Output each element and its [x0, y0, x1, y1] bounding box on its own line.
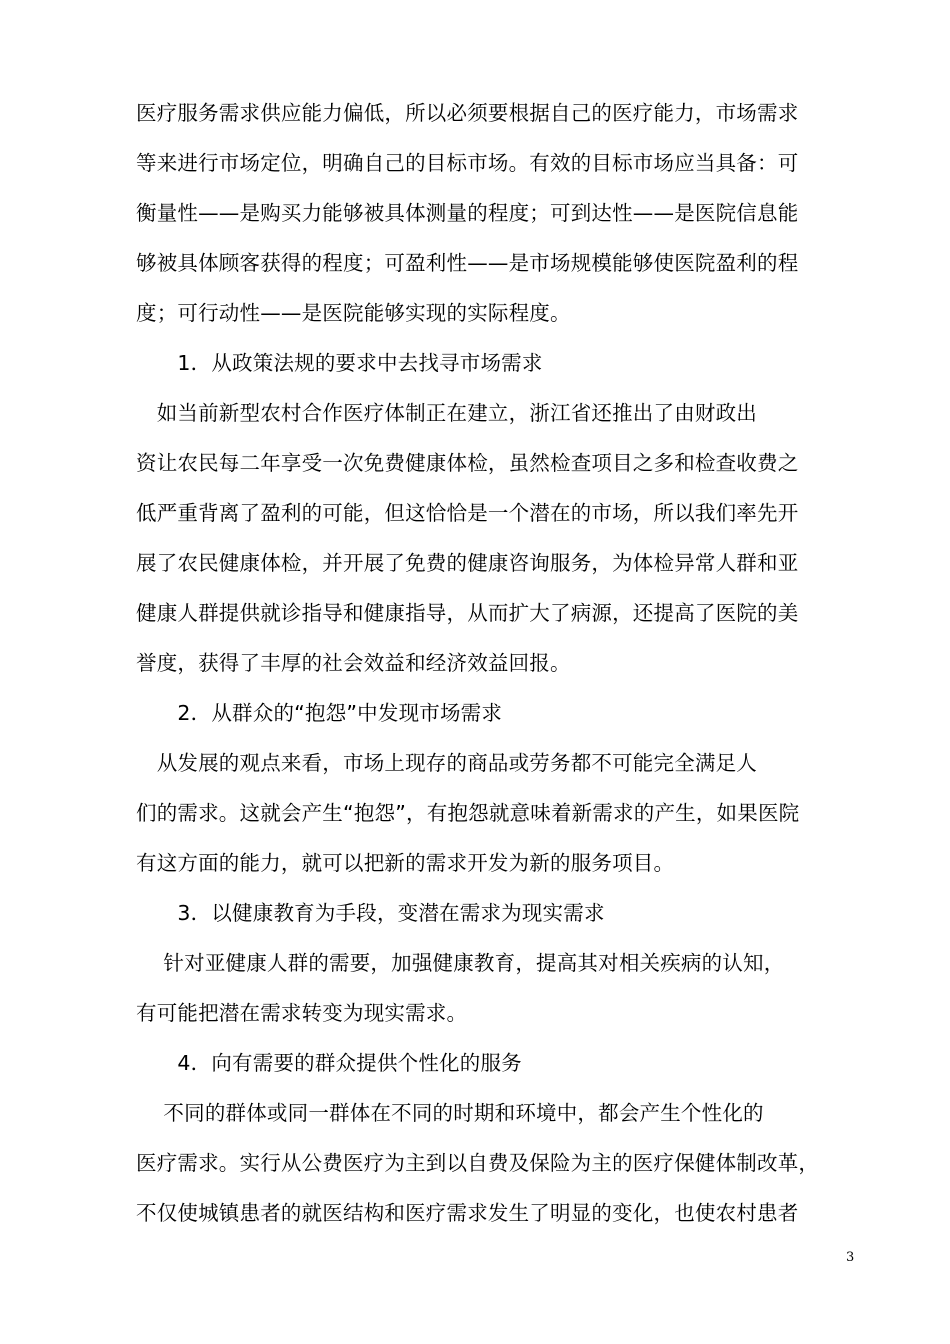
text-line: 医疗服务需求供应能力偏低，所以必须要根据自己的医疗能力，市场需求 [136, 101, 799, 125]
text-line: 针对亚健康人群的需要，加强健康教育，提高其对相关疾病的认知， [136, 951, 785, 975]
text-line: 从发展的观点来看，市场上现存的商品或劳务都不可能完全满足人 [136, 751, 757, 775]
section-heading-3: 3．以健康教育为手段，变潜在需求为现实需求 [136, 901, 605, 925]
text-line: 健康人群提供就诊指导和健康指导，从而扩大了病源，还提高了医院的美 [136, 601, 799, 625]
section-heading-2: 2．从群众的“抱怨”中发现市场需求 [136, 701, 503, 725]
body-text [136, 88, 868, 1238]
text-line: 医疗需求。实行从公费医疗为主到以自费及保险为主的医疗保健体制改革， [136, 1151, 820, 1175]
text-line: 低严重背离了盈利的可能，但这恰恰是一个潜在的市场，所以我们率先开 [136, 501, 799, 525]
section-heading-4: 4．向有需要的群众提供个性化的服务 [136, 1051, 522, 1075]
text-line: 有这方面的能力，就可以把新的需求开发为新的服务项目。 [136, 851, 675, 875]
text-line: 资让农民每二年享受一次免费健康体检，虽然检查项目之多和检查收费之 [136, 451, 799, 475]
text-line: 誉度，获得了丰厚的社会效益和经济效益回报。 [136, 651, 571, 675]
text-line: 等来进行市场定位，明确自己的目标市场。有效的目标市场应当具备：可 [136, 151, 799, 175]
text-line: 有可能把潜在需求转变为现实需求。 [136, 1001, 468, 1025]
text-line: 展了农民健康体检，并开展了免费的健康咨询服务，为体检异常人群和亚 [136, 551, 799, 575]
text-line: 们的需求。这就会产生“抱怨”，有抱怨就意味着新需求的产生，如果医院 [136, 801, 800, 825]
section-heading-1: 1．从政策法规的要求中去找寻市场需求 [136, 351, 543, 375]
text-line: 如当前新型农村合作医疗体制正在建立，浙江省还推出了由财政出 [136, 401, 757, 425]
text-line: 够被具体顾客获得的程度；可盈利性——是市场规模能够使医院盈利的程 [136, 251, 799, 275]
page-number: 3 [846, 1250, 855, 1265]
text-line: 度；可行动性——是医院能够实现的实际程度。 [136, 301, 571, 325]
text-line: 衡量性——是购买力能够被具体测量的程度；可到达性——是医院信息能 [136, 201, 799, 225]
text-line: 不同的群体或同一群体在不同的时期和环境中，都会产生个性化的 [136, 1101, 764, 1125]
text-line: 不仅使城镇患者的就医结构和医疗需求发生了明显的变化，也使农村患者 [136, 1201, 799, 1225]
